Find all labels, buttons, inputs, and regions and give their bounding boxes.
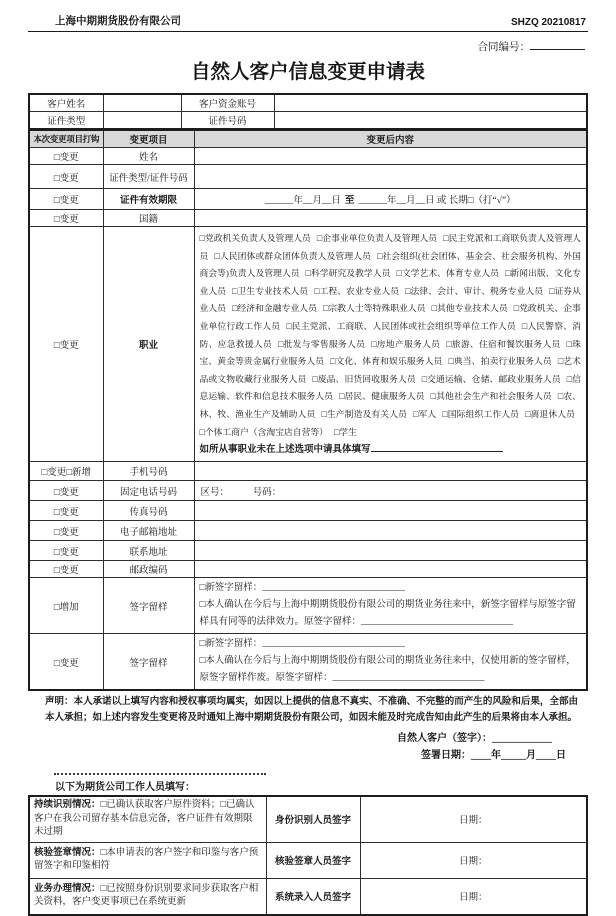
checkbox-change-fax[interactable]: □变更	[29, 501, 103, 521]
checkbox-occupation-option[interactable]: □其他社会生产和社会服务人员	[430, 391, 552, 402]
business-date-label: 日期：	[360, 878, 587, 915]
content-signature-change	[194, 634, 587, 691]
content-mobile-blank	[194, 462, 587, 481]
customer-name-value	[103, 94, 181, 112]
table-row	[29, 112, 587, 130]
checkbox-occupation-option[interactable]: □社会组织(社会团体、基金会、社会服务机构、外国商会等)负责人及管理人员	[199, 250, 581, 279]
verify-date-label: 日期：	[360, 842, 587, 878]
document-code: SHZQ 20210817	[510, 17, 586, 28]
checkbox-change-idtype[interactable]: □变更	[29, 165, 103, 189]
checkbox-change-telephone[interactable]: □变更	[29, 481, 103, 501]
col-header-item: 变更项目	[103, 130, 194, 148]
checkbox-occupation-option[interactable]: □农、林、牧、渔业生产及辅助人员	[199, 391, 581, 419]
checkbox-occupation-option[interactable]: □其他专业技术人员	[431, 303, 508, 314]
verify-signer-label: 核验签章人员签字	[266, 842, 360, 878]
validity-from-date: ______年__月__日	[264, 196, 341, 206]
checkbox-change-occupation[interactable]: □变更	[29, 227, 103, 462]
staff-verify-label: 核验签章情况：	[34, 847, 101, 858]
checkbox-occupation-option[interactable]: □学生	[333, 426, 357, 437]
row-change-fax	[29, 501, 587, 521]
checkbox-occupation-option[interactable]: □党政机关负责人及管理人员	[199, 233, 311, 243]
content-occupation	[194, 227, 587, 462]
validity-until-date: ______年__月__日 或 长期□（打“√”）	[358, 196, 516, 206]
row-change-occupation	[29, 227, 587, 462]
row-change-idtype	[29, 165, 587, 189]
item-label-nationality: 国籍	[103, 210, 194, 227]
item-label-idtype: 证件类型/证件号码	[103, 165, 194, 189]
id-type-value	[103, 112, 181, 130]
checkbox-change-nationality[interactable]: □变更	[29, 210, 103, 227]
item-label-signature-add: 签字留样	[103, 578, 194, 634]
staff-business-label: 业务办理情况：	[34, 883, 101, 894]
customer-signature-line: 自然人客户（签字）：____________	[397, 733, 552, 745]
checkbox-change-name[interactable]: □变更	[29, 148, 103, 165]
staff-row-identify	[29, 796, 587, 842]
item-label-email: 电子邮箱地址	[103, 521, 194, 541]
item-label-fax: 传真号码	[103, 501, 194, 521]
row-change-mobile	[29, 462, 587, 481]
checkbox-occupation-option[interactable]: □居民、健康服务人员	[339, 391, 425, 402]
checkbox-occupation-option[interactable]: □旅游、住宿和餐饮服务人员	[446, 338, 561, 349]
checkbox-change-add-mobile[interactable]: □变更□新增	[29, 462, 103, 481]
staff-identify-label: 持续识别情况：	[34, 800, 101, 811]
checkbox-occupation-option[interactable]: □新闻出版、文化专业人员	[199, 268, 581, 296]
customer-name-label: 客户姓名	[29, 94, 103, 112]
staff-section-heading: 以下为期货公司工作人员填写：	[55, 782, 195, 794]
row-change-name	[29, 148, 587, 165]
row-change-address	[29, 541, 587, 561]
item-label-postcode: 邮政编码	[103, 561, 194, 578]
checkbox-confirm-equal-effect[interactable]: □本人确认在今后与上海中期期货股份有限公司的期货业务往来中，新签字留样与原签字留样具有同等的法律效力。原签字留样：________________________________	[199, 600, 576, 628]
business-signer-label: 系统录入人员签字	[266, 878, 360, 915]
checkbox-add-signature[interactable]: □增加	[29, 578, 103, 634]
checkbox-occupation-option[interactable]: □证券从业人员	[199, 285, 581, 314]
content-name-blank	[194, 148, 587, 165]
item-label-signature-change: 签字留样	[103, 634, 194, 691]
checkbox-occupation-option[interactable]: □典当、拍卖行业服务人员	[448, 356, 552, 367]
row-change-telephone	[29, 481, 587, 501]
row-change-postcode	[29, 561, 587, 578]
identify-signer-label: 身份识别人员签字	[266, 796, 360, 842]
checkbox-occupation-option[interactable]: □企事业单位负责人及管理人员	[316, 233, 438, 243]
occupation-other-label: 如所从事职业未在上述选项中请具体填写	[199, 445, 371, 456]
checkbox-new-signature-sample2[interactable]: □新签字留样：______________________________	[199, 639, 405, 650]
item-label-mobile: 手机号码	[103, 462, 194, 481]
item-label-validity: 证件有效期限	[103, 189, 194, 210]
fund-account-value	[274, 94, 587, 112]
table-header-row	[29, 130, 587, 148]
declaration-text: 声明：本人承诺以上填写内容和授权事项均属实，如因以上提供的信息不真实、不准确、不完整的而产生的风险和后果，全部由本人承担；如上述内容发生变更将及时通知上海中期期货股份有限公司，如因未能及时完成告知由此产生的后果将由本人承担。	[45, 697, 578, 723]
staff-row-verify	[29, 842, 587, 878]
checkbox-occupation-option[interactable]: □生产制造及有关人员	[321, 408, 408, 419]
checkbox-occupation-option[interactable]: □离退休人员	[525, 408, 575, 419]
company-name: 上海中期期货股份有限公司	[55, 16, 181, 27]
occupation-other-fill-line	[371, 442, 503, 452]
content-address-blank	[194, 541, 587, 561]
content-nationality-blank	[194, 210, 587, 227]
checkbox-occupation-option[interactable]: □法律、会计、审计、税务专业人员	[405, 285, 544, 296]
checkbox-change-email[interactable]: □变更	[29, 521, 103, 541]
customer-info-table	[28, 93, 588, 130]
contract-number-fill-line	[530, 40, 585, 50]
change-items-table	[28, 129, 588, 691]
col-header-check: 本次变更项目打钩	[29, 130, 103, 148]
content-telephone: 区号： 号码：	[194, 481, 587, 501]
occupation-other-line	[200, 441, 582, 459]
checkbox-occupation-option[interactable]: □信息运输、软件和信息技术服务人员	[199, 373, 581, 402]
checkbox-occupation-option[interactable]: □人民团体或群众团体负责人及管理人员	[214, 250, 371, 261]
id-type-label: 证件类型	[29, 112, 103, 130]
checkbox-occupation-option[interactable]: □艺术品或文物收藏行业服务人员	[199, 356, 581, 384]
page-header	[28, 13, 588, 32]
occupation-options	[200, 230, 582, 441]
contract-number	[28, 39, 588, 54]
row-change-email	[29, 521, 587, 541]
id-number-label: 证件号码	[181, 112, 274, 130]
checkbox-change-postcode[interactable]: □变更	[29, 561, 103, 578]
checkbox-verify-signature-seal[interactable]	[29, 842, 266, 878]
checkbox-change-address[interactable]: □变更	[29, 541, 103, 561]
checkbox-occupation-option[interactable]: □民主党派和工商联负责人及管理人员	[199, 233, 581, 261]
row-change-validity	[29, 189, 587, 210]
checkbox-occupation-option[interactable]: □人民警察、消防、应急救援人员	[199, 320, 581, 349]
row-add-signature-sample	[29, 578, 587, 634]
staff-verify-text: □本申请表的客户签字和印鉴与客户预留签字和印鉴相符	[34, 847, 259, 872]
checkbox-occupation-option[interactable]: □党政机关、企事业单位行政工作人员	[199, 303, 581, 331]
row-change-nationality	[29, 210, 587, 227]
checkbox-occupation-option[interactable]: □批发与零售服务人员	[278, 338, 366, 349]
content-email-blank	[194, 521, 587, 541]
checkbox-change-signature[interactable]: □变更	[29, 634, 103, 691]
checkbox-occupation-option[interactable]: □房地产服务人员	[371, 338, 441, 349]
staff-business-text: □已按照身份识别要求同步获取客户相关资料，客户变更事项已在系统更新	[34, 883, 259, 908]
checkbox-continuous-identification[interactable]	[29, 796, 266, 842]
id-number-value	[274, 112, 587, 130]
checkbox-occupation-option[interactable]: □宗教人士等特殊职业人员	[322, 303, 426, 314]
content-idtype-blank	[194, 165, 587, 189]
checkbox-occupation-option[interactable]: □文学艺术、体育专业人员	[396, 268, 499, 279]
customer-signature-block	[28, 730, 588, 764]
checkbox-occupation-option[interactable]: □工程、农业专业人员	[314, 285, 400, 296]
checkbox-occupation-option[interactable]: □个体工商户（含淘宝店自营等）	[199, 426, 328, 437]
staff-identify-text: □已确认获取客户原件资料；□已确认客户在我公司留存基本信息完备，客户证件有效期限未过期	[34, 800, 255, 838]
checkbox-occupation-option[interactable]: □废品、旧货回收服务人员	[312, 373, 416, 384]
checkbox-occupation-option[interactable]: □经济和金融专业人员	[232, 303, 317, 314]
checkbox-occupation-option[interactable]: □交通运输、仓储、邮政业服务人员	[421, 373, 561, 384]
checkbox-new-signature-sample[interactable]: □新签字留样：______________________________	[199, 583, 405, 594]
contract-number-label: 合同编号：	[477, 42, 530, 53]
dotted-separator	[54, 773, 266, 775]
validity-to-label: 至	[344, 196, 355, 206]
content-validity	[194, 189, 587, 210]
checkbox-occupation-option[interactable]: □卫生专业技术人员	[232, 285, 309, 296]
page-title: 自然人客户信息变更申请表	[190, 62, 425, 83]
item-label-telephone: 固定电话号码	[103, 481, 194, 501]
checkbox-confirm-replace-old[interactable]: □本人确认在今后与上海中期期货股份有限公司的期货业务往来中，仅使用新的签字留样，原签字留样作废。原签字留样：________________________________	[199, 656, 576, 684]
checkbox-occupation-option[interactable]: □军人	[413, 408, 437, 419]
checkbox-business-handling[interactable]	[29, 878, 266, 915]
content-postcode-blank	[194, 561, 587, 578]
checkbox-change-validity[interactable]: □变更	[29, 189, 103, 210]
checkbox-occupation-option[interactable]: □珠宝、黄金等贵金属行业服务人员	[199, 338, 581, 367]
content-signature-add	[194, 578, 587, 634]
row-change-signature-sample	[29, 634, 587, 691]
identify-date-label: 日期：	[360, 796, 587, 842]
staff-table	[28, 795, 588, 916]
checkbox-occupation-option[interactable]: □科学研究及教学人员	[305, 268, 391, 279]
content-fax-blank	[194, 501, 587, 521]
item-label-address: 联系地址	[103, 541, 194, 561]
col-header-content: 变更后内容	[194, 130, 587, 148]
checkbox-occupation-option[interactable]: □民主党派、工商联、人民团体或社会组织等单位工作人员	[286, 320, 516, 331]
item-label-name: 姓名	[103, 148, 194, 165]
checkbox-occupation-option[interactable]: □国际组织工作人员	[442, 408, 520, 419]
item-label-occupation: 职业	[103, 227, 194, 462]
checkbox-occupation-option[interactable]: □文化、体育和娱乐服务人员	[330, 356, 443, 367]
fund-account-label: 客户资金账号	[181, 94, 274, 112]
table-row	[29, 94, 587, 112]
staff-row-business	[29, 878, 587, 915]
signature-date-line: 签署日期：____年_____月____日	[421, 750, 566, 762]
